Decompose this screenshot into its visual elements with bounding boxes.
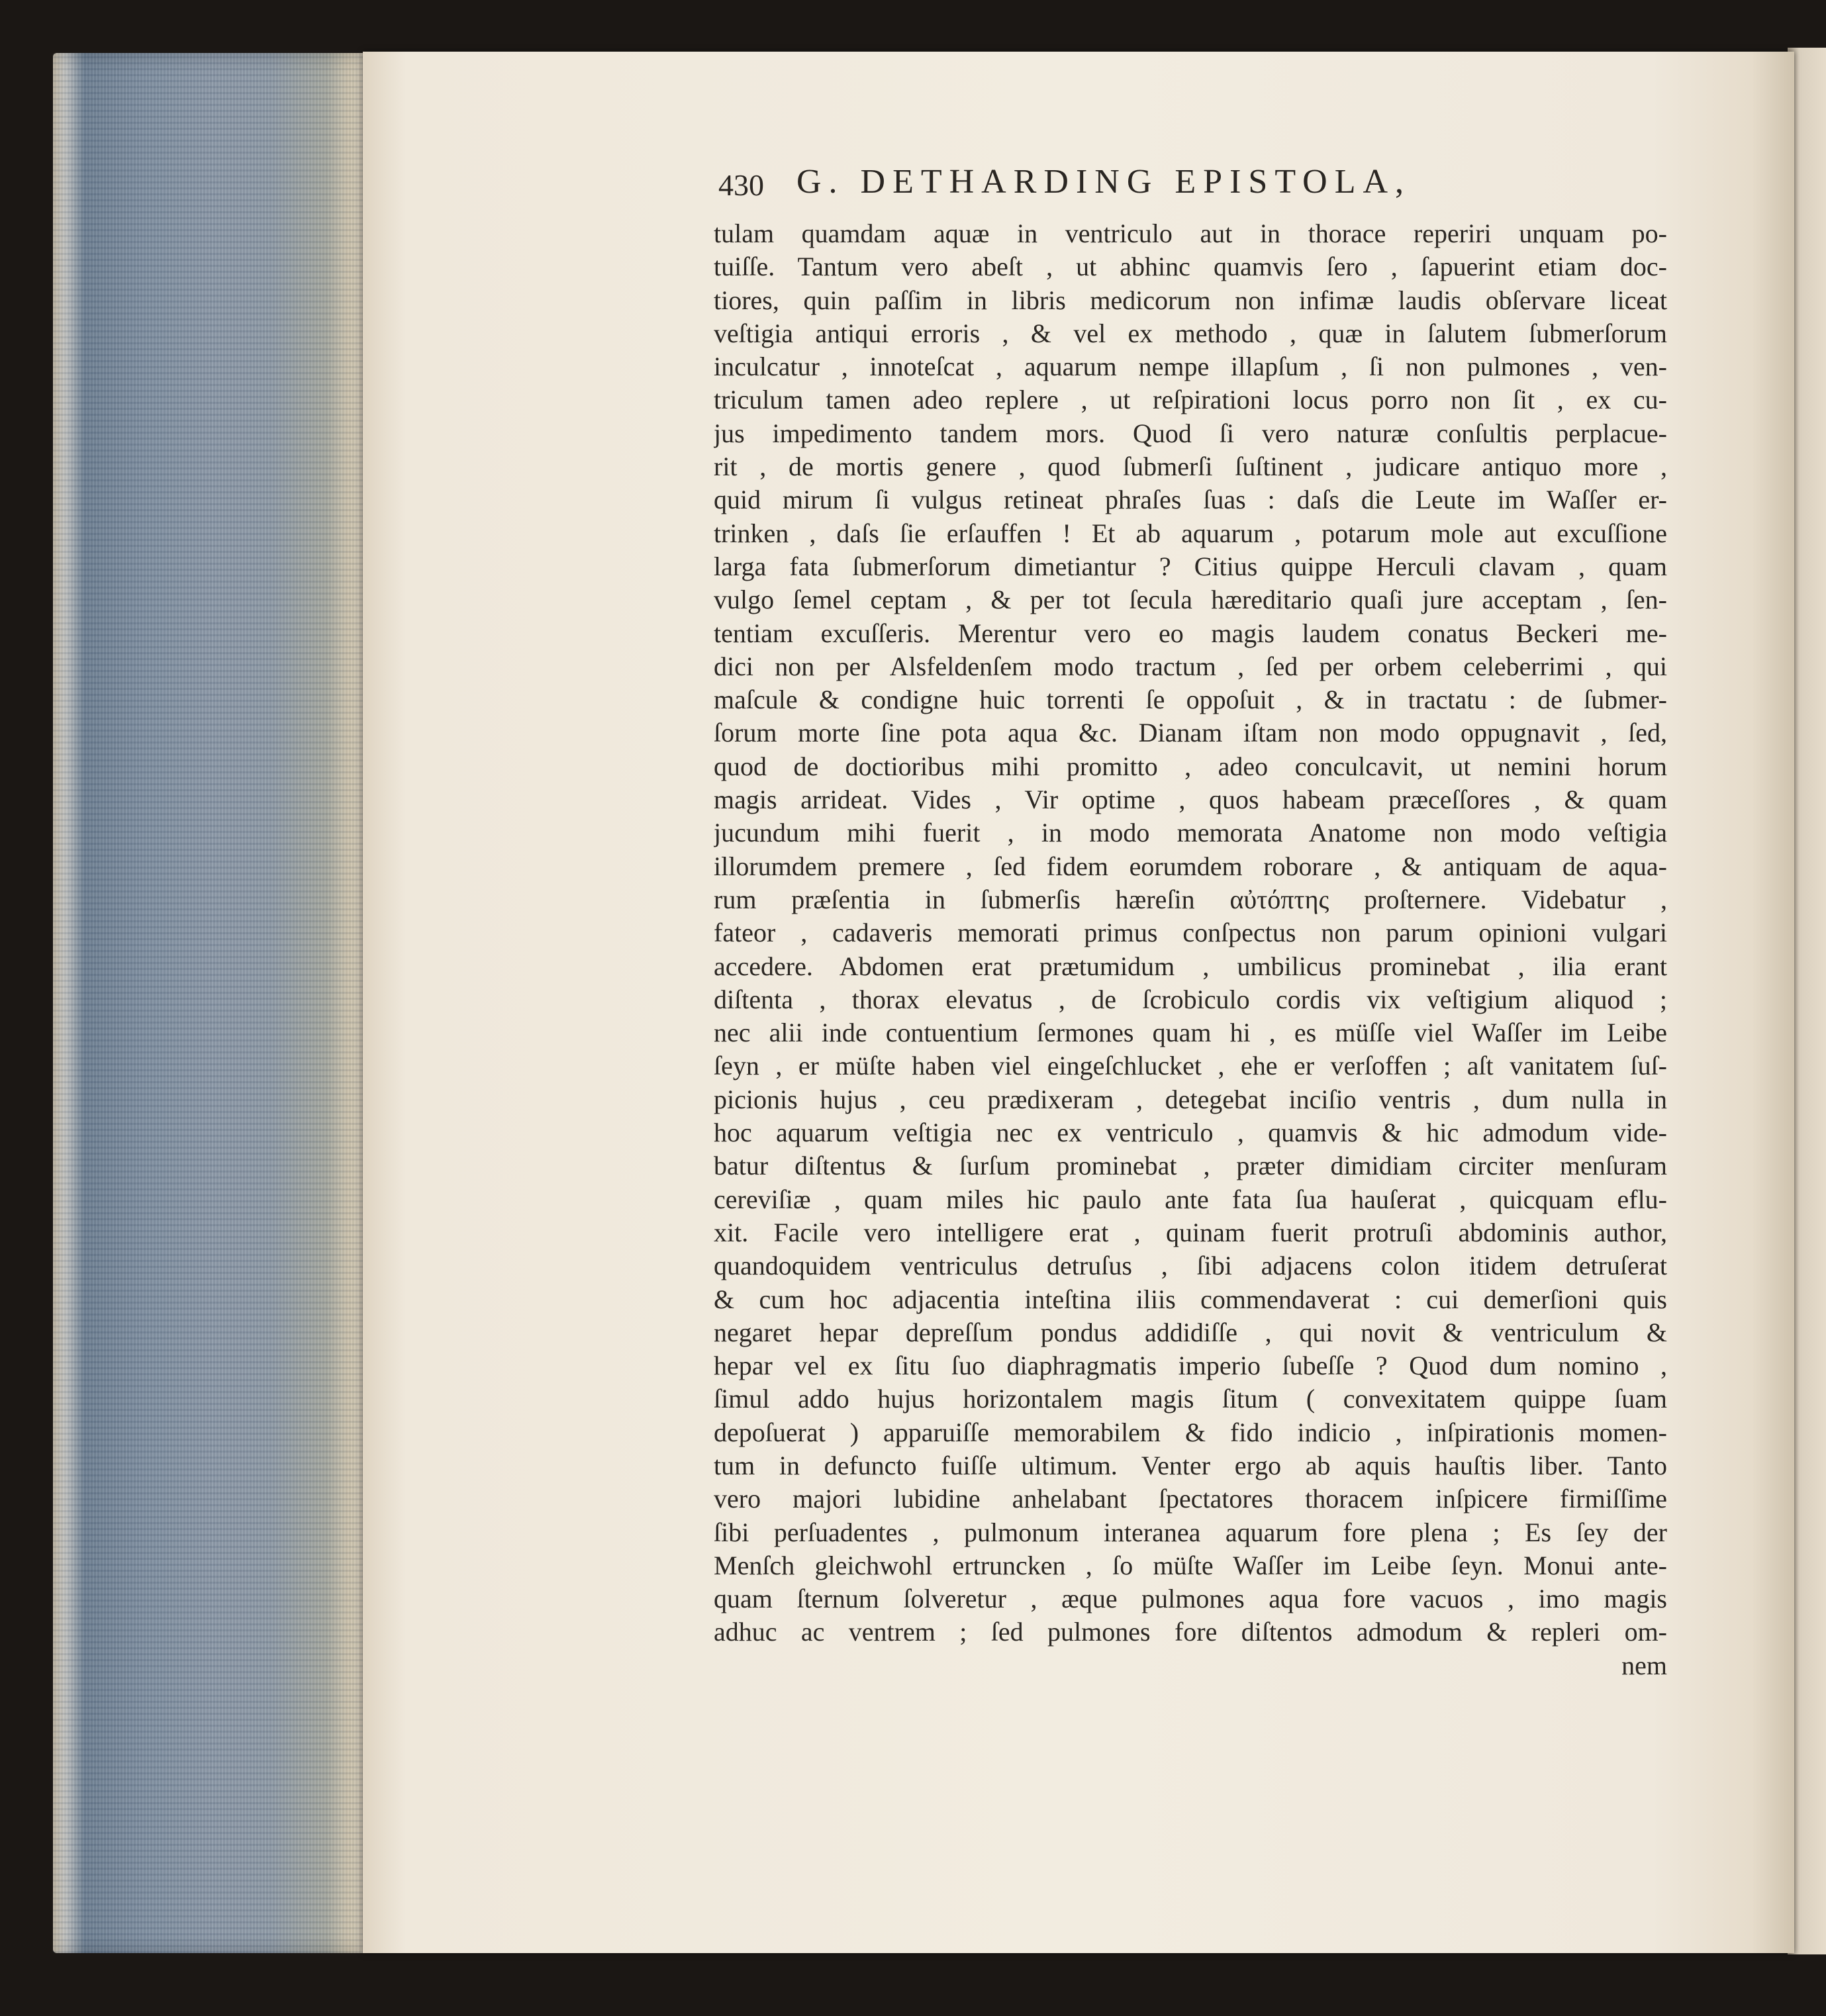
text-line: picionis hujus , ceu prædixeram , detegebat inciſio ventris , dum nulla in <box>714 1084 1667 1114</box>
text-line: quid mirum ſi vulgus retineat phraſes ſuas : daſs die Leute im Waſſer er- <box>714 485 1667 515</box>
text-line: quandoquidem ventriculus detruſus , ſibi adjacens colon itidem detruſerat <box>714 1251 1667 1281</box>
text-line: fateor , cadaveris memorati primus conſpectus non parum opinioni vulgari <box>714 918 1667 948</box>
text-line: cereviſiæ , quam miles hic paulo ante fata ſua hauſerat , quicquam eflu- <box>714 1184 1667 1214</box>
text-line: adhuc ac ventrem ; ſed pulmones fore diſtentos admodum & repleri om- <box>714 1617 1667 1647</box>
text-line: maſcule & condigne huic torrenti ſe oppoſuit , & in tractatu : de ſubmer- <box>714 685 1667 715</box>
text-line: ſibi perſuadentes , pulmonum interanea aquarum fore plena ; Es ſey der <box>714 1517 1667 1547</box>
text-line: tiores, quin paſſim in libris medicorum non infimæ laudis obſervare liceat <box>714 285 1667 315</box>
catchword: nem <box>1621 1650 1667 1680</box>
text-line: jus impedimento tandem mors. Quod ſi vero naturæ conſultis perplacue- <box>714 418 1667 448</box>
text-line: larga fata ſubmerſorum dimetiantur ? Citius quippe Herculi clavam , quam <box>714 551 1667 581</box>
text-line: accedere. Abdomen erat prætumidum , umbilicus prominebat , ilia erant <box>714 951 1667 981</box>
text-line: magis arrideat. Vides , Vir optime , quos habeam præceſſores , & quam <box>714 785 1667 815</box>
text-line: illorumdem premere , ſed fidem eorumdem roborare , & antiquam de aqua- <box>714 851 1667 881</box>
text-line: rum præſentia in ſubmerſis hæreſin αὐτόπτης proſternere. Videbatur , <box>714 884 1667 914</box>
text-line: depoſuerat ) apparuiſſe memorabilem & fido indicio , inſpirationis momen- <box>714 1417 1667 1447</box>
text-line: inculcatur , innoteſcat , aquarum nempe illapſum , ſi non pulmones , ven- <box>714 352 1667 382</box>
page-fore-edge <box>53 53 364 1953</box>
text-line: diſtenta , thorax elevatus , de ſcrobiculo cordis vix veſtigium aliquod ; <box>714 984 1667 1014</box>
text-line: tum in defuncto fuiſſe ultimum. Venter ergo ab aquis hauſtis liber. Tanto <box>714 1450 1667 1480</box>
text-line: triculum tamen adeo replere , ut reſpirationi locus porro non ſit , ex cu- <box>714 385 1667 415</box>
text-line: hepar vel ex ſitu ſuo diaphragmatis imperio ſubeſſe ? Quod dum nomino , <box>714 1351 1667 1381</box>
fore-edge-texture <box>53 53 364 1953</box>
page-number: 430 <box>718 168 764 202</box>
body-text <box>714 217 1667 1682</box>
text-line: tentiam excuſſeris. Merentur vero eo magis laudem conatus Beckeri me- <box>714 618 1667 648</box>
text-line: Menſch gleichwohl ertruncken , ſo müſte Waſſer im Leibe ſeyn. Monui ante- <box>714 1550 1667 1580</box>
text-line: vulgo ſemel ceptam , & per tot ſecula hæreditario quaſi jure acceptam , ſen- <box>714 585 1667 615</box>
text-line: batur diſtentus & ſurſum prominebat , præter dimidiam circiter menſuram <box>714 1151 1667 1181</box>
text-line: tulam quamdam aquæ in ventriculo aut in thorace reperiri unquam po- <box>714 218 1667 248</box>
text-line: jucundum mihi fuerit , in modo memorata Anatome non modo veſtigia <box>714 818 1667 848</box>
text-line: ſeyn , er müſte haben viel eingeſchlucket , ehe er verſoffen ; aſt vanitatem ſuſ- <box>714 1051 1667 1081</box>
text-line: ſorum morte ſine pota aqua &c. Dianam iſtam non modo oppugnavit , ſed, <box>714 718 1667 748</box>
text-line: & cum hoc adjacentia inteſtina iliis commendaverat : cui demerſioni quis <box>714 1284 1667 1314</box>
text-line: veſtigia antiqui erroris , & vel ex methodo , quæ in ſalutem ſubmerſorum <box>714 318 1667 348</box>
text-line: xit. Facile vero intelligere erat , quinam fuerit protruſi abdominis author, <box>714 1217 1667 1247</box>
text-line: negaret hepar depreſſum pondus addidiſſe , qui novit & ventriculum & <box>714 1317 1667 1347</box>
text-line: dici non per Alsfeldenſem modo tractum , ſed per orbem celeberrimi , qui <box>714 651 1667 681</box>
text-line: tuiſſe. Tantum vero abeſt , ut abhinc quamvis ſero , ſapuerint etiam doc- <box>714 252 1667 282</box>
text-line: trinken , daſs ſie erſauffen ! Et ab aquarum , potarum mole aut excuſſione <box>714 518 1667 548</box>
text-line: quam ſternum ſolveretur , æque pulmones aqua fore vacuos , imo magis <box>714 1584 1667 1614</box>
running-head <box>718 162 1698 209</box>
text-line: quod de doctioribus mihi promitto , adeo conculcavit, ut nemini horum <box>714 751 1667 781</box>
text-line: hoc aquarum veſtigia nec ex ventriculo , quamvis & hic admodum vide- <box>714 1118 1667 1148</box>
running-title: G. DETHARDING EPISTOLA, <box>796 163 1412 201</box>
text-line: vero majori lubidine anhelabant ſpectatores thoracem inſpicere firmiſſime <box>714 1484 1667 1514</box>
text-line: nec alii inde contuentium ſermones quam hi , es müſſe viel Waſſer im Leibe <box>714 1018 1667 1048</box>
text-line: ſimul addo hujus horizontalem magis ſitum ( convexitatem quippe ſuam <box>714 1384 1667 1414</box>
text-line: rit , de mortis genere , quod ſubmerſi ſuſtinent , judicare antiquo more , <box>714 452 1667 482</box>
